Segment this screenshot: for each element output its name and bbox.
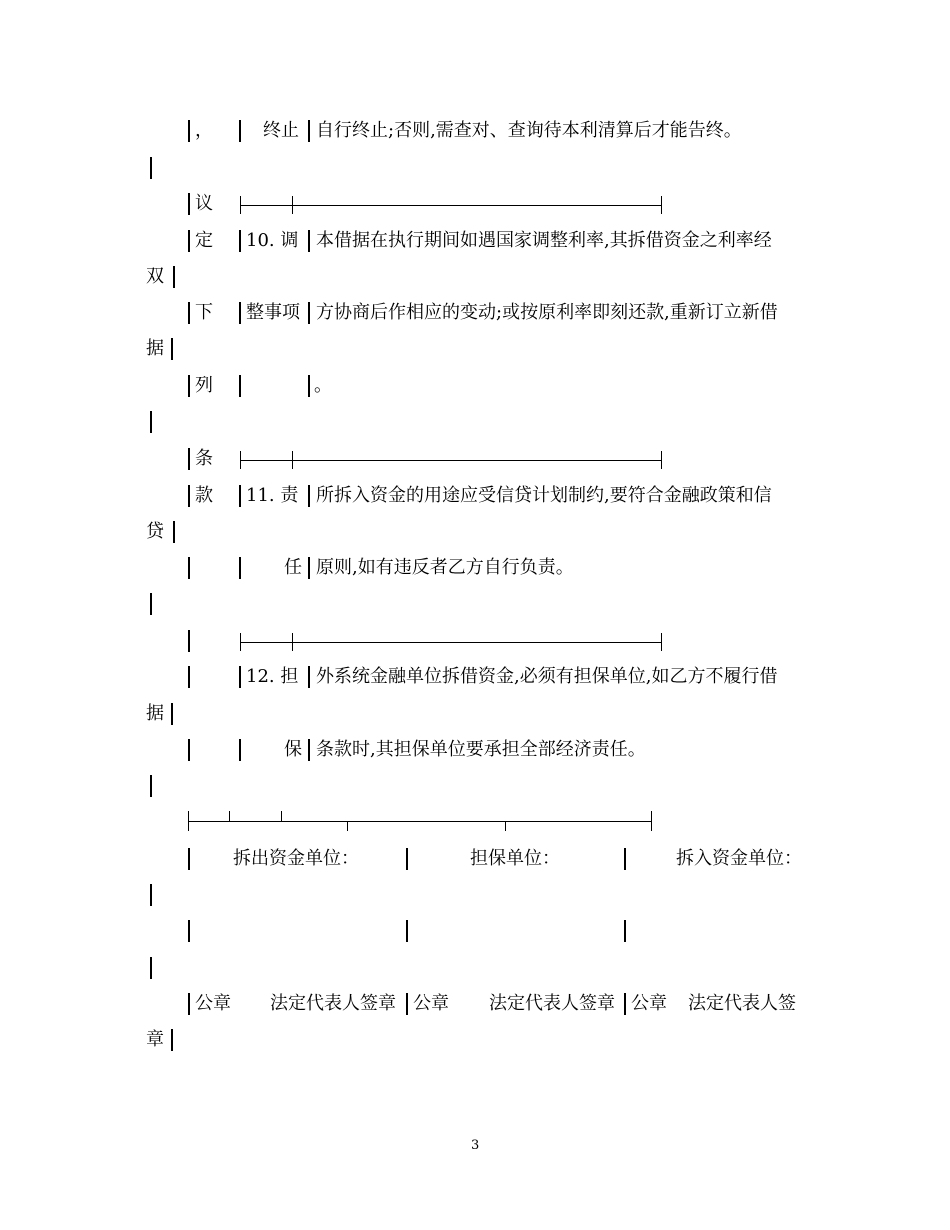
table-cell: 自行终止;否则,需查对、查询待本利清算后才能告终。 — [316, 120, 742, 141]
table-border — [150, 775, 152, 797]
table-border — [308, 666, 310, 688]
table-border — [308, 120, 310, 142]
table-border — [308, 485, 310, 507]
table-border — [308, 230, 310, 252]
table-border — [239, 739, 241, 761]
table-cell: 定 — [195, 230, 213, 251]
guarantor-label: 担保单位： — [470, 848, 560, 869]
table-border — [292, 451, 293, 469]
page-number: 3 — [471, 1138, 480, 1153]
table-border — [171, 1029, 173, 1051]
table-border — [239, 666, 241, 688]
table-border — [406, 848, 408, 870]
table-cell: 终止 — [263, 120, 299, 141]
table-rule — [188, 821, 652, 822]
table-border — [150, 957, 152, 979]
table-cell: ， — [195, 120, 213, 141]
table-border — [150, 411, 152, 433]
table-cell: 条 — [195, 448, 213, 469]
table-border — [651, 811, 652, 831]
table-border — [150, 884, 152, 906]
table-border — [308, 557, 310, 579]
table-cell: 下 — [195, 302, 213, 323]
table-border — [188, 120, 190, 142]
table-border — [661, 633, 662, 651]
table-border — [188, 920, 190, 942]
rep-signature-label: 法定代表人签章 — [270, 993, 396, 1014]
table-cell: 方协商后作相应的变动;或按原利率即刻还款,重新订立新借 — [316, 302, 778, 323]
table-border — [188, 630, 190, 652]
table-border — [188, 375, 190, 397]
table-border — [292, 196, 293, 214]
seal-label: 公章 — [195, 993, 231, 1014]
table-cell: 原则,如有违反者乙方自行负责。 — [316, 557, 574, 578]
table-border — [308, 375, 310, 397]
table-cell: 外系统金融单位拆借资金,必须有担保单位,如乙方不履行借 — [316, 666, 778, 687]
table-border — [624, 993, 626, 1015]
table-cell: 列 — [195, 375, 213, 396]
table-border — [150, 593, 152, 615]
table-cell: 保 — [284, 739, 302, 760]
table-cell: 10. 调 — [246, 230, 299, 251]
table-border — [173, 266, 175, 288]
table-border — [292, 633, 293, 651]
table-cell: 本借据在执行期间如遇国家调整利率,其拆借资金之利率经 — [316, 230, 772, 251]
table-border — [239, 230, 241, 252]
table-border — [188, 230, 190, 252]
table-border — [188, 666, 190, 688]
table-border — [239, 120, 241, 142]
table-cell: 双 — [146, 266, 164, 287]
table-cell: 整事项 — [246, 302, 300, 323]
table-border — [171, 338, 173, 360]
table-border — [188, 848, 190, 870]
table-border — [188, 993, 190, 1015]
table-border — [281, 811, 282, 821]
rep-signature-label: 法定代表人签 — [688, 993, 796, 1014]
table-cell: 章 — [146, 1029, 164, 1050]
table-border — [150, 157, 152, 179]
table-rule — [240, 642, 662, 643]
table-border — [171, 703, 173, 725]
table-border — [188, 485, 190, 507]
table-cell: 12. 担 — [246, 666, 299, 687]
table-rule — [240, 460, 662, 461]
table-rule — [240, 205, 662, 206]
table-border — [239, 302, 241, 324]
table-cell: 11. 责 — [246, 485, 299, 506]
table-cell: 据 — [146, 703, 164, 724]
table-border — [188, 739, 190, 761]
table-border — [188, 448, 190, 470]
table-border — [661, 451, 662, 469]
table-border — [173, 521, 175, 543]
table-border — [406, 993, 408, 1015]
table-cell: 贷 — [146, 521, 164, 542]
table-border — [308, 302, 310, 324]
table-border — [661, 196, 662, 214]
seal-label: 公章 — [631, 993, 667, 1014]
table-cell: 所拆入资金的用途应受信贷计划制约,要符合金融政策和信 — [316, 485, 772, 506]
table-border — [624, 920, 626, 942]
table-cell: 议 — [195, 193, 213, 214]
table-cell: 。 — [314, 375, 332, 396]
table-border — [406, 920, 408, 942]
table-cell: 款 — [195, 485, 213, 506]
borrower-label: 拆入资金单位： — [676, 848, 802, 869]
table-border — [188, 193, 190, 215]
table-border — [239, 557, 241, 579]
table-border — [308, 739, 310, 761]
table-border — [229, 811, 230, 821]
table-border — [239, 375, 241, 397]
lender-label: 拆出资金单位： — [233, 848, 359, 869]
table-cell: 据 — [146, 338, 164, 359]
table-cell: 条款时,其担保单位要承担全部经济责任。 — [316, 739, 646, 760]
table-border — [347, 821, 348, 831]
table-border — [624, 848, 626, 870]
table-border — [188, 302, 190, 324]
rep-signature-label: 法定代表人签章 — [489, 993, 615, 1014]
table-border — [239, 485, 241, 507]
seal-label: 公章 — [413, 993, 449, 1014]
table-border — [505, 821, 506, 831]
table-border — [188, 557, 190, 579]
table-cell: 任 — [284, 557, 302, 578]
